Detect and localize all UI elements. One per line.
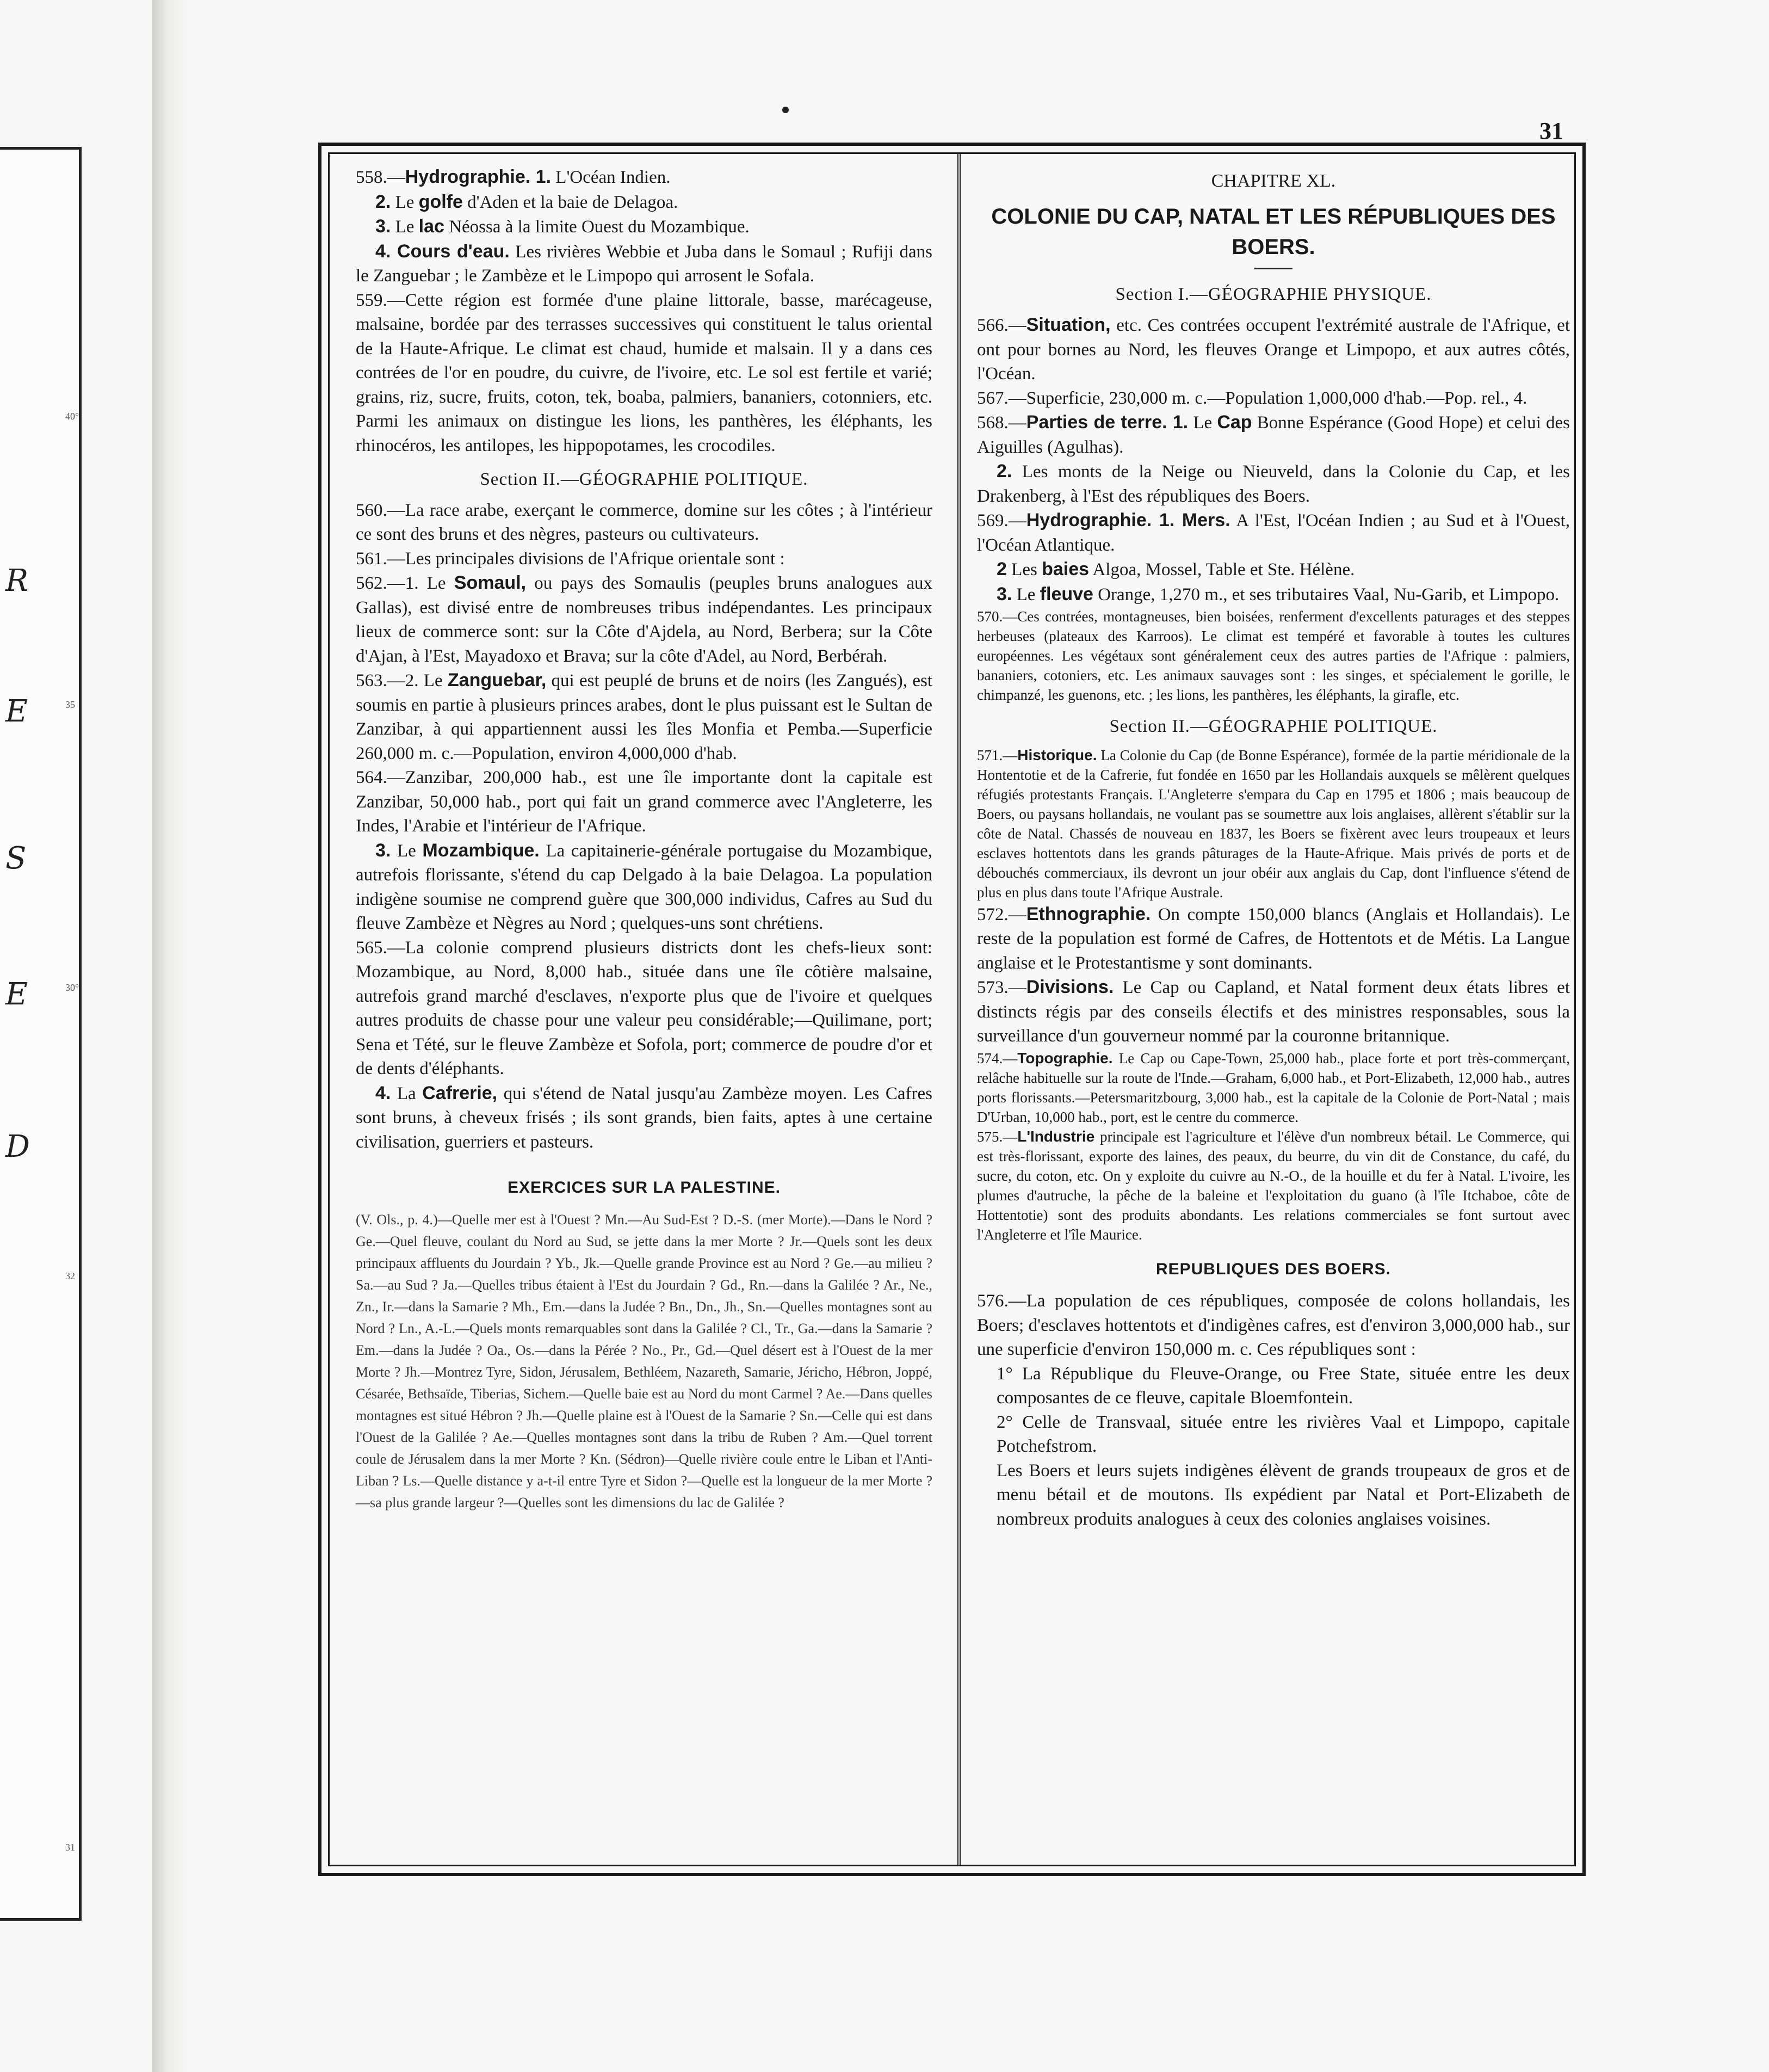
map-label: R <box>5 563 29 599</box>
paragraph-559: 559.—Cette région est formée d'une plaine littorale, basse, marécageuse, malsaine, bordée par des terrasses successives qui constituent le talus oriental de la Haute-Afrique. Le climat est chaud, humide et malsain. Il y a dans ces contrées de l'or en poudre, du cuivre, de l'ivoire, etc. Le sol est fertile et varié; grains, riz, sucre, fruits, coton, tek, boaba, palmiers, bananiers, cotonniers, etc. Parmi les animaux on distingue les lions, les panthères, les éléphants, les rhinocéros, les antilopes, les hippopotames, les crocodiles. <box>356 290 932 455</box>
paragraph-568: 568.—Parties de terre. 1. Le Cap Bonne Espérance (Good Hope) et celui des Aiguilles (Agulhas). <box>977 412 1570 457</box>
section-heading: Section I.—GÉOGRAPHIE PHYSIQUE. <box>1115 284 1432 304</box>
boers-title: REPUBLIQUES DES BOERS. <box>1155 1260 1391 1278</box>
paragraph-576-1: 1° La République du Fleuve-Orange, ou Free State, située entre les deux composantes de ce fleuve, capitale Bloemfontein. <box>997 1364 1570 1408</box>
paragraph-573: 573.—Divisions. Le Cap ou Capland, et Natal forment deux états libres et distincts régis par des conseils électifs et des ministres responsables, sous la surveillance d'un gouverneur nommé par la couronne britannique. <box>977 977 1570 1046</box>
paragraph-570: 570.—Ces contrées, montagneuses, bien boisées, renferment d'excellents paturages et des steppes herbeuses (plateaux des Karroos). Le climat est tempéré et favorable à toutes les cultures européennes. Les végétaux sont généralement ceux des autres parties de l'Afrique : palmiers, bananiers, cotoniers, etc. Les animaux sauvages sont : les singes, et spécialement le gorille, le chimpanzé, les guenons, etc. ; les lions, les panthères, les éléphants, la girafle, etc. <box>977 608 1570 703</box>
chapter-title: COLONIE DU CAP, NATAL ET LES RÉPUBLIQUES DES BOERS. <box>991 204 1556 259</box>
chapter-label: CHAPITRE XL. <box>1211 171 1336 191</box>
map-tick: 31 <box>65 1842 75 1853</box>
map-tick: 30° <box>65 982 79 993</box>
paragraph-576-2: 2° Celle de Transvaal, située entre les rivières Vaal et Limpopo, capitale Potchefstrom. <box>997 1412 1570 1456</box>
paragraph-mozambique: 3. Le Mozambique. La capitainerie-générale portugaise du Mozambique, autrefois florissante, s'étend du cap Delgado à la baie Delagoa. La population indigène soumise ne comprend guère que 300,000 individus, Cafres au Sud du fleuve Zambèze et Nègres au Nord ; quelques-uns sont chrétiens. <box>356 840 932 933</box>
paragraph-576: 576.—La population de ces républiques, composée de colons hollandais, les Boers; d'esclaves hottentots et d'indigènes cafres, est d'environ 3,000,000 hab., sur une superficie d'environ 150,000 m. c. Ces républiques sont : <box>977 1291 1570 1359</box>
paragraph-572: 572.—Ethnographie. On compte 150,000 blancs (Anglais et Hollandais). Le reste de la population est formé de Cafres, de Hottentots et de Métis. La Langue anglaise et le Protestantisme y sont dominants. <box>977 903 1570 973</box>
title-rule <box>1254 268 1292 269</box>
paragraph-565: 565.—La colonie comprend plusieurs districts dont les chefs-lieux sont: Mozambique, au Nord, 8,000 hab., située dans une île côtière malsaine, autrefois grand marché d'esclaves, n'exporte plus que de l'ivoire et quelques autres produits de chasse pour une valeur peu considérable;—Quilimane, port; Sena et Tété, sur le fleuve Zambèze et Sofola, port; commerce de poudre d'or et de dents d'éléphants. <box>356 938 932 1078</box>
map-label: D <box>5 1129 30 1164</box>
paragraph-558: 558.—Hydrographie. 1. L'Océan Indien. <box>356 166 671 187</box>
map-label: S <box>5 841 27 876</box>
section-heading: Section II.—GÉOGRAPHIE POLITIQUE. <box>1109 717 1438 736</box>
paragraph-571: 571.—Historique. La Colonie du Cap (de Bonne Espérance), formée de la partie méridionale de la Hontentotie et de la Cafrerie, fut fondée en 1650 par les Hollandais auxquels se mêlèrent quelques réfugiés protestants Français. L'Angleterre s'empara du Cap en 1795 et 1806 ; mais beaucoup de Boers, ou paysans hollandais, ne voulant pas se soumettre aux lois anglaises, allèrent s'établir sur la côte de Natal. Chassés de nouveau en 1837, les Boers se fixèrent avec leurs troupeaux et leurs esclaves hottentots dans les grands pâturages de la Haute-Afrique. Mais privés de ports et de débouchés commerciaux, ils devront un jour obéir aux anglais du Cap, dont l'influence s'étend de plus en plus dans toute l'Afrique Australe. <box>977 746 1570 901</box>
paragraph-558-3: 3. Le lac Néossa à la limite Ouest du Mozambique. <box>375 216 750 237</box>
paragraph-563: 563.—2. Le Zanguebar, qui est peuplé de bruns et de noirs (les Zangués), est soumis en partie à plusieurs princes arabes, dont le plus puissant est le Sultan de Zanzibar, à qui appartiennent aussi les îles Monfia et Pemba.—Superficie 260,000 m. c.—Population, environ 4,000,000 d'hab. <box>356 670 932 763</box>
map-label: E <box>5 977 28 1012</box>
paragraph-564: 564.—Zanzibar, 200,000 hab., est une île importante dont la capitale est Zanzibar, 50,000 hab., port qui fait un grand commerce avec l'Angleterre, les Indes, l'Arabie et l'intérieur de l'Afrique. <box>356 768 932 836</box>
paragraph-561: 561.—Les principales divisions de l'Afrique orientale sont : <box>356 548 785 569</box>
section-heading: Section II.—GÉOGRAPHIE POLITIQUE. <box>480 470 808 489</box>
paragraph-569-3: 3. Le fleuve Orange, 1,270 m., et ses tributaires Vaal, Nu-Garib, et Limpopo. <box>997 583 1560 605</box>
paragraph-569: 569.—Hydrographie. 1. Mers. A l'Est, l'Océan Indien ; au Sud et à l'Ouest, l'Océan Atlantique. <box>977 510 1570 555</box>
left-column <box>356 165 932 1514</box>
paragraph-562: 562.—1. Le Somaul, ou pays des Somaulis (peuples bruns analogues aux Gallas), est divisé entre de nombreuses tribus indépendantes. Les principaux lieux de commerce sont: sur la Côte d'Ajdela, au Nord, Berbera; sur la Côte d'Ajan, à l'Est, Mayadoxo et Brava; sur la côte d'Adel, au Nord, Berbérah. <box>356 572 932 666</box>
paragraph-569-2: 2 Les baies Algoa, Mossel, Table et Ste. Hélène. <box>997 559 1355 579</box>
paragraph-cafrerie: 4. La Cafrerie, qui s'étend de Natal jusqu'au Zambèze moyen. Les Cafres sont bruns, à cheveux frisés ; ils sont grands, bien faits, aptes à une certaine civilisation, guerriers et pasteurs. <box>356 1082 932 1152</box>
print-dot <box>782 107 789 113</box>
column-divider <box>957 154 961 1865</box>
book-gutter <box>152 0 190 2072</box>
paragraph-566: 566.—Situation, etc. Ces contrées occupent l'extrémité australe de l'Afrique, et ont pour bornes au Nord, les fleuves Orange et Limpopo, et aux autres côtés, l'Océan. <box>977 314 1570 384</box>
exercises-title: EXERCICES SUR LA PALESTINE. <box>507 1179 781 1197</box>
paragraph-576-3: Les Boers et leurs sujets indigènes élèvent de grands troupeaux de gros et de menu bétail et de moutons. Ils expédient par Natal et Port-Elizabeth de nombreux produits analogues à ceux des colonies anglaises voisines. <box>997 1460 1570 1529</box>
page-frame-inner <box>328 152 1576 1866</box>
right-column <box>977 165 1570 1531</box>
paragraph-567: 567.—Superficie, 230,000 m. c.—Population 1,000,000 d'hab.—Pop. rel., 4. <box>977 388 1527 408</box>
paragraph-574: 574.—Topographie. Le Cap ou Cape-Town, 25,000 hab., place forte et port très-commerçant, relâche habituelle sur la route de l'Inde.—Graham, 6,000 hab., et Port-Elizabeth, 12,000 hab., autres ports florissants.—Petersmaritzbourg, 3,000 hab., est la capitale de la Colonie de Port-Natal ; mais D'Urban, 10,000 hab., port, est le centre du commerce. <box>977 1049 1570 1125</box>
page-number: 31 <box>1539 118 1563 144</box>
map-tick: 40° <box>65 411 79 422</box>
map-tick: 35 <box>65 699 75 710</box>
paragraph-560: 560.—La race arabe, exerçant le commerce, domine sur les côtes ; à l'intérieur ce sont des bruns et des nègres, pasteurs ou cultivateurs. <box>356 500 932 544</box>
exercises-text: (V. Ols., p. 4.)—Quelle mer est à l'Ouest ? Mn.—Au Sud-Est ? D.-S. (mer Morte).—Dans le Nord ? Ge.—Quel fleuve, coulant du Nord au Sud, se jette dans la mer Morte ? Jr.—Quels sont les deux principaux affluents du Jourdain ? Yb., Jk.—Quelle grande Province est au Nord ? Ge.—au milieu ? Sa.—au Sud ? Ja.—Quelles tribus étaient à l'Est du Jourdain ? Gd., Rn.—dans la Galilée ? Ar., Ne., Zn., Ir.—dans la Samarie ? Mh., Em.—dans la Judée ? Bn., Dn., Jh., Sn.—Quelles montagnes sont au Nord ? Ln., A.-L.—Quels monts remarquables sont dans la Galilée ? Cl., Tr., Ga.—dans la Samarie ? Em.—dans la Judée ? Oa., Os.—dans la Pérée ? No., Pr., Gd.—Quel désert est à l'Ouest de la mer Morte ? Jh.—Montrez Tyre, Sidon, Jérusalem, Bethléem, Nazareth, Samarie, Jéricho, Hébron, Joppé, Césarée, Bethsaïde, Tiberias, Sichem.—Quelle baie est au Nord du mont Carmel ? Ae.—Dans quelles montagnes est situé Hébron ? Jh.—Quelle plaine est à l'Ouest de la Samarie ? Sn.—Celle qui est dans l'Ouest de la Galilée ? Ae.—Quelles montagnes sont dans la tribu de Ruben ? Am.—Quel torrent coule de Jérusalem dans la mer Morte ? Kn. (Sédron)—Quelle rivière coule entre le Liban et l'Anti-Liban ? Ls.—Quelle distance y a-t-il entre Tyre et Sidon ?—Quelle est la longueur de la mer Morte ?—sa plus grande largeur ?—Quelles sont les dimensions du lac de Galilée ? <box>356 1211 932 1510</box>
paragraph-575: 575.—L'Industrie principale est l'agriculture et l'élève d'un nombreux bétail. Le Commerce, qui est très-florissant, exporte des laines, des peaux, du beurre, du vin dit de Constance, du café, du sucre, du coton, etc. On y exploite du cuivre au N.-O., de la houille et du fer à Natal. L'ivoire, les plumes d'autruche, la pêche de la baleine et l'exploitation du guano (à l'île Itchaboe, côte de Hottentotie) sont des produits abondants. Les relations commerciales se font surtout avec l'Angleterre et l'île Maurice. <box>977 1127 1570 1243</box>
paragraph-558-2: 2. Le golfe d'Aden et la baie de Delagoa. <box>375 191 678 212</box>
page-frame <box>318 143 1586 1876</box>
map-tick: 32 <box>65 1271 75 1281</box>
adjacent-map-page <box>0 147 82 1921</box>
paragraph-568-2: 2. Les monts de la Neige ou Nieuveld, dans la Colonie du Cap, et les Drakenberg, à l'Est des républiques des Boers. <box>977 461 1570 506</box>
map-label: E <box>5 694 28 729</box>
paragraph-558-4: 4. Cours d'eau. Les rivières Webbie et Juba dans le Somaul ; Rufiji dans le Zanguebar ; le Zambèze et le Limpopo qui arrosent le Sofala. <box>356 240 932 286</box>
